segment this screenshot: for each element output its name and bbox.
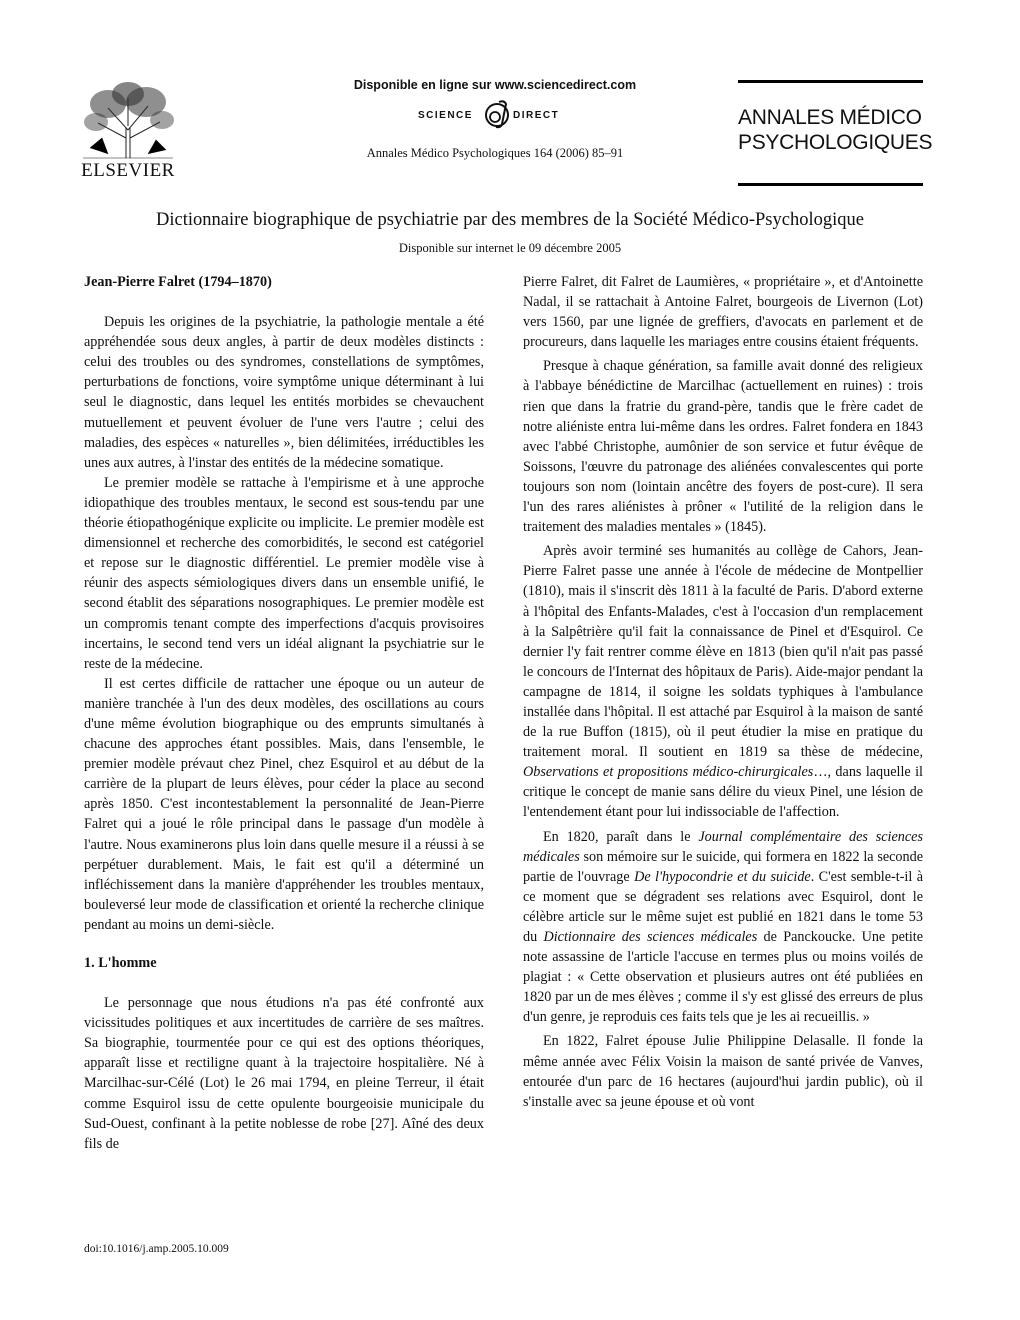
- text-run: . C'est semble-t-il à ce moment que se dégradent ses relations avec Esquirol, dont le célèbre article sur le même sujet est publié en 1821 dans le tome 53 du: [523, 868, 923, 945]
- page-header: [0, 0, 1020, 190]
- journal-title-box: [738, 80, 933, 186]
- publisher-logo: [78, 78, 178, 182]
- italic-title: Dictionnaire des sciences médicales: [543, 929, 758, 945]
- italic-title: De l'hypocondrie et du suicide: [634, 868, 811, 885]
- subject-heading: Jean-Pierre Falret (1794–1870): [84, 274, 272, 290]
- journal-citation: Annales Médico Psychologiques 164 (2006) 85–91: [366, 146, 624, 160]
- paragraph: [523, 541, 923, 822]
- sciencedirect-d-icon: [484, 98, 510, 132]
- paragraph: [523, 827, 923, 1028]
- italic-title: Journal complémentaire des sciences médicales: [523, 828, 923, 865]
- header-center: [300, 78, 690, 161]
- availability-date: Disponible sur internet le 09 décembre 2005: [398, 241, 622, 255]
- paragraph: Depuis les origines de la psychiatrie, la pathologie mentale a été appréhendée sous deux angles, à partir de deux modèles distincts : celui des troubles ou des syndromes, constellations de symptômes, perturbations de fonctions, voire symptôme unique déterminant à lui seul le diagnostic, dans lequel les entités morbides se chevauchent mutuellement et peuvent évoluer de l'une vers l'autre ; celui des maladies, des espèces « naturelles », bien délimitées, irréductibles les unes aux autres, à l'instar des entités de la médecine somatique.: [84, 314, 484, 471]
- text-run: de Panckoucke. Une petite note assassine de l'article l'accuse en termes plus ou moins voilés de plagiat : « Cette observation et plusieurs autres ont été publiées en 1820 par un de mes élèves ; comme il s'y est glissé des erreurs de plus d'un genre, je reproduis ces faits tels que je les ai recueillis. »: [523, 929, 924, 1026]
- text-run: En 1820, paraît dans le: [543, 828, 691, 845]
- text-run: Après avoir terminé ses humanités au collège de Cahors, Jean-Pierre Falret passe une année à l'école de médecine de Montpellier (1810), mais il s'inscrit dès 1811 à la faculté de Paris. D'abord externe à l'hôpital des Enfants-Malades, c'est à l'occasion d'un remplacement à la Salpêtrière qu'il fait la connaissance de Pinel et d'Esquirol. Ce dernier l'y fait rentrer comme élève en 1813 (bien qu'il n'ait pas passé le concours de l'Internat des hôpitaux de Paris). Aide-major pendant la campagne de 1814, il soigne les soldats typhiques à l'ambulance installée dans l'hôpital. Il est attaché par Esquirol à la maison de santé de la rue Buffon (1815), où il peut étudier la mise en pratique du traitement moral. Il soutient en 1819 sa thèse de médecine,: [523, 543, 923, 761]
- right-column: [523, 272, 923, 1112]
- publisher-name: ELSEVIER: [81, 160, 175, 181]
- paragraph: Presque à chaque génération, sa famille avait donné des religieux à l'abbaye bénédictine de Marcilhac (actuellement en ruines) : trois rien que dans la fratrie du grand-père, tandis que le frère cadet de notre aliéniste entra lui-même dans les ordres. Falret fondera en 1843 avec l'abbé Christophe, aumônier de son service et futur évêque de Soissons, l'œuvre du patronage des aliénées convalescentes qui porte toujours son nom (lointain ancêtre des foyers de post-cure). Il sera l'un des rares aliénistes à prôner « l'utilité de la religion dans le traitement des maladies mentales » (1845).: [523, 358, 923, 536]
- text-run: son mémoire sur le suicide, qui formera en 1822 la seconde partie de l'ouvrage: [523, 848, 924, 885]
- sciencedirect-logo: [300, 98, 690, 132]
- paragraph: En 1822, Falret épouse Julie Philippine Delasalle. Il fonde la même année avec Félix Voisin la maison de santé privée de Vanves, entourée d'un parc de 16 hectares (aujourd'hui jardin public), où il s'installe avec sa jeune épouse et où vont: [523, 1033, 923, 1110]
- left-column: [84, 272, 484, 1154]
- article-title-block: [60, 210, 960, 256]
- online-availability[interactable]: Disponible en ligne sur www.sciencedirect.com: [353, 78, 637, 92]
- paragraph: Le personnage que nous étudions n'a pas été confronté aux vicissitudes politiques et aux incertitudes de carrière de ses maîtres. Sa biographie, tourmentée pour ce qui est des options théoriques, apparaît lisse et rectiligne quant à la trajectoire hospitalière. Né à Marcilhac-sur-Célé (Lot) le 26 mai 1794, en pleine Terreur, il était comme Esquirol issu de cette opulente bourgeoisie municipale du Sud-Ouest, confinant à la petite noblesse de robe [27]. Aîné des deux fils de: [84, 995, 484, 1152]
- paragraph: Il est certes difficile de rattacher une époque ou un auteur de manière tranchée à l'un des deux modèles, des oscillations au cours d'une même évolution biographique ou des emprunts simultanés à chacune des approches étant possibles. Mais, dans l'ensemble, le premier modèle prévaut chez Pinel, chez Esquirol et au début de la carrière de la plupart de leurs élèves, pour céder la place au second après 1850. C'est incontestablement la personnalité de Jean-Pierre Falret qui a joué le rôle principal dans le passage d'un modèle à l'autre. Nous examinerons plus loin dans quelle mesure il a réussi à se perpétuer durablement. Mais, le fait est qu'il a déterminé un infléchissement dans la manière d'appréhender les troubles mentaux, bouleversé leur mode de classification et orienté la recherche clinique pendant au moins un demi-siècle.: [84, 675, 484, 933]
- doi-link[interactable]: doi:10.1016/j.amp.2005.10.009: [84, 1243, 229, 1255]
- section-heading: 1. L'homme: [84, 955, 157, 971]
- italic-title: Observations et propositions médico-chirurgicales: [523, 764, 814, 781]
- paragraph: Le premier modèle se rattache à l'empirisme et à une approche idiopathique des troubles mentaux, le second est sous-tendu par une théorie étiopathogénique explicite ou implicite. Le premier modèle est dimensionnel et recherche des comorbidités, le second est catégoriel et repose sur le diagnostic différentiel. Le premier modèle vise à réunir des aspects sémiologiques divers dans un ensemble unifié, le second établit des séparations nosographiques. Le premier modèle est un compromis tenant compte des imperfections d'acquis provisoires incertains, le second tend vers un idéal alignant la psychiatrie sur le reste de la médecine.: [84, 474, 484, 672]
- sd-right-word: DIRECT: [513, 110, 560, 121]
- paragraph: Pierre Falret, dit Falret de Laumières, « propriétaire », et d'Antoinette Nadal, il se rattachait à Antoine Falret, bourgeois de Livernon (Lot) vers 1560, par une lignée de greffiers, d'avocats en parlement et de procureurs, dans laquelle les mariages entre cousins étaient fréquents.: [523, 274, 923, 351]
- text-run: …, dans laquelle il critique le concept de manie sans délire du vieux Pinel, une lésion de l'entendement étant pour lui indissociable de l'affection.: [523, 764, 923, 821]
- journal-title-line1: ANNALES MÉDICO: [738, 106, 922, 129]
- sd-left-word: SCIENCE: [418, 110, 473, 121]
- tree-emblem-icon: [78, 78, 178, 160]
- journal-title-line2: PSYCHOLOGIQUES: [738, 131, 933, 154]
- article-title: Dictionnaire biographique de psychiatrie par des membres de la Société Médico-Psychologique: [156, 210, 864, 230]
